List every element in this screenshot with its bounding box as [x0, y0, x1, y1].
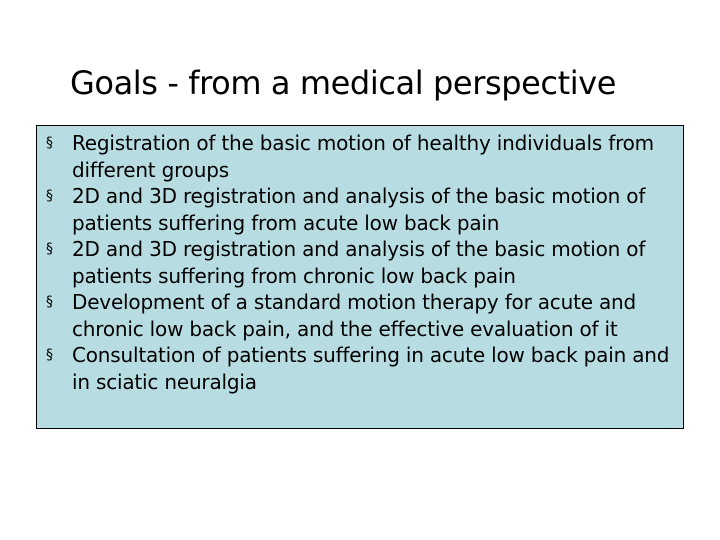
bullet-text: Consultation of patients suffering in acute low back pain and in sciatic neuralgia: [72, 343, 670, 394]
bullet-box: [36, 125, 684, 429]
list-item: [43, 183, 675, 236]
bullet-icon: §: [46, 188, 53, 204]
list-item: [43, 130, 675, 183]
list-item: [43, 289, 675, 342]
bullet-list: [43, 130, 675, 395]
list-item: [43, 342, 675, 395]
bullet-icon: §: [46, 241, 53, 257]
bullet-text: 2D and 3D registration and analysis of the basic motion of patients suffering from chronic low back pain: [72, 237, 646, 288]
list-item: [43, 236, 675, 289]
bullet-text: 2D and 3D registration and analysis of the basic motion of patients suffering from acute low back pain: [72, 184, 646, 235]
bullet-icon: §: [46, 135, 53, 151]
slide-title: Goals - from a medical perspective: [70, 64, 617, 102]
bullet-text: Registration of the basic motion of healthy individuals from different groups: [72, 131, 654, 182]
bullet-icon: §: [46, 347, 53, 363]
bullet-icon: §: [46, 294, 53, 310]
bullet-text: Development of a standard motion therapy for acute and chronic low back pain, and the effective evaluation of it: [72, 290, 637, 341]
